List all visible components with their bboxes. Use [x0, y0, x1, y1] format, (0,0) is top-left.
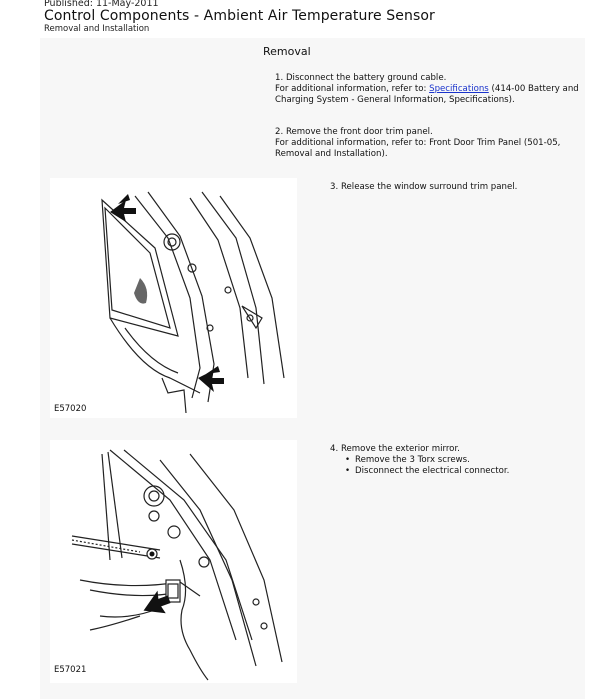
step-text: Remove the exterior mirror.	[340, 444, 460, 454]
step-bullet: • Disconnect the electrical connector.	[345, 466, 510, 476]
step-bullet: • Remove the 3 Torx screws.	[345, 455, 470, 465]
step-1	[275, 73, 580, 106]
step-note-suffix: (414-00 Battery and Charging System - General Information, Specifications).	[275, 84, 579, 105]
bullet-icon: •	[345, 466, 351, 476]
step-text: Remove the front door trim panel.	[285, 127, 433, 137]
step-note-prefix: For additional information, refer to:	[275, 84, 430, 94]
step-text: Release the window surround trim panel.	[340, 182, 518, 192]
step-text: Disconnect the battery ground cable.	[285, 73, 447, 83]
page-subtitle: Removal and Installation	[44, 24, 150, 34]
exterior-mirror-illustration	[50, 440, 297, 683]
step-note: For additional information, refer to: Front Door Trim Panel (501-05, Removal and Installation).	[275, 138, 561, 159]
step-number: 3.	[330, 182, 339, 192]
step-2	[275, 127, 575, 160]
published-date: Published: 11-May-2011	[44, 0, 159, 9]
window-trim-illustration	[50, 178, 297, 418]
section-heading: Removal	[263, 45, 311, 58]
specifications-link[interactable]: Specifications	[429, 84, 489, 94]
step-number: 2.	[275, 127, 284, 137]
figure-label: E57020	[54, 404, 87, 414]
figure-window-surround-trim	[50, 178, 297, 418]
figure-label: E57021	[54, 665, 87, 675]
figure-exterior-mirror	[50, 440, 297, 683]
page-title: Control Components - Ambient Air Temperature Sensor	[44, 8, 435, 24]
bullet-icon: •	[345, 455, 351, 465]
step-3	[330, 182, 580, 193]
step-number: 1.	[275, 73, 284, 83]
step-number: 4.	[330, 444, 339, 454]
step-4	[330, 444, 580, 477]
